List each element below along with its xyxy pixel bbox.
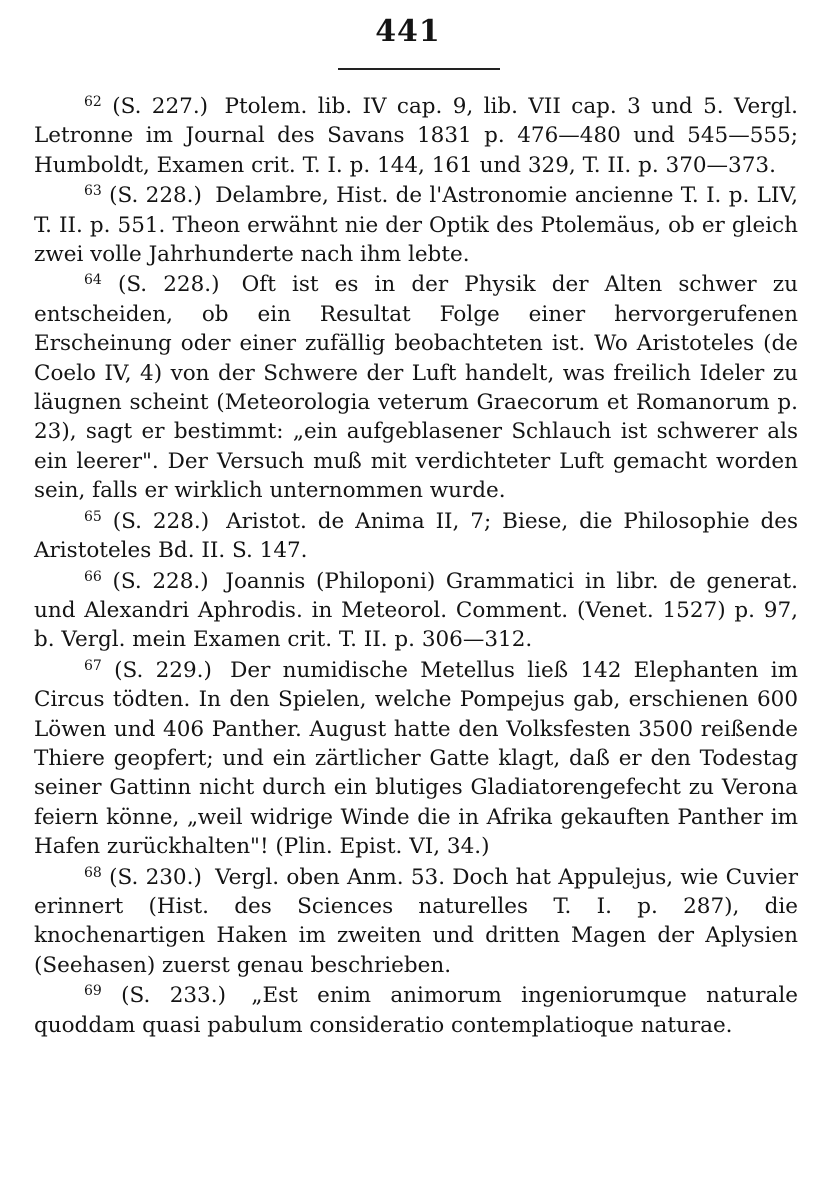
header-rule <box>338 68 500 70</box>
footnote-text: Ptolem. lib. IV cap. 9, lib. VII cap. 3 und 5. Vergl. Letronne im Journal des Savans 1831 p. 476—480 und 545—555; Humboldt, Examen crit. T. I. p. 144, 161 und 329, T. II. p. 370—373. <box>34 94 799 178</box>
footnote <box>34 270 798 505</box>
footnote-text: Vergl. oben Anm. 53. Doch hat Appulejus, wie Cuvier erinnert (Hist. des Sciences naturelles T. I. p. 287), die knochenartigen Haken im zweiten und dritten Magen der Aplysien (Seehasen) zuerst genau beschrieben. <box>34 864 798 978</box>
footnote-number: 62 <box>84 94 102 110</box>
footnote <box>34 981 798 1040</box>
footnote-reference: (S. 233.) <box>121 983 226 1009</box>
footnote-text: „Est enim animorum ingeniorumque naturale quoddam quasi pabulum consideratio contemplatioque naturae. <box>34 983 798 1038</box>
footnote <box>34 656 798 862</box>
footnote <box>34 92 798 180</box>
footnote-number: 67 <box>84 657 102 674</box>
footnote-reference: (S. 228.) <box>112 568 209 594</box>
footnote-reference: (S. 228.) <box>109 183 202 209</box>
footnote-number: 68 <box>84 864 102 881</box>
footnote <box>34 507 798 566</box>
footnote <box>34 863 798 981</box>
footnote-text: Joannis (Philoponi) Grammatici in libr. de generat. und Alexandri Aphrodis. in Meteorol. Comment. (Venet. 1527) p. 97, b. Vergl. mein Examen crit. T. II. p. 306—312. <box>34 568 798 653</box>
footnote <box>34 181 798 269</box>
footnote-text: Delambre, Hist. de l'Astronomie ancienne T. I. p. LIV, T. II. p. 551. Theon erwähnt nie der Optik des Ptolemäus, ob er gleich zwei volle Jahrhunderte nach ihm lebte. <box>34 183 798 268</box>
footnotes <box>34 92 798 1041</box>
footnote <box>34 567 798 655</box>
footnote-reference: (S. 228.) <box>117 272 220 298</box>
footnote-number: 66 <box>84 568 102 585</box>
footnote-number: 64 <box>84 272 102 289</box>
footnote-text: Der numidische Metellus ließ 142 Elephanten im Circus tödten. In den Spielen, welche Pompejus gab, erschienen 600 Löwen und 406 Panther. August hatte den Volksfesten 3500 reißende Thiere geopfert; und ein zärtlicher Gatte klagt, daß er den Todestag seiner Gattinn nicht durch ein blutiges Gladiatorengefecht zu Verona feiern könne, „weil widrige Winde die in Afrika gekauften Panther im Hafen zurückhalten"! (Plin. Epist. VI, 34.) <box>34 657 799 860</box>
page-number: 441 <box>375 14 441 49</box>
footnote-number: 69 <box>84 983 102 1000</box>
footnote-text: Aristot. de Anima II, 7; Biese, die Philosophie des Aristoteles Bd. II. S. 147. <box>34 508 799 564</box>
footnote-text: Oft ist es in der Physik der Alten schwer zu entscheiden, ob ein Resultat Folge einer hervorgerufenen Erscheinung oder einer zufällig beobachteten ist. Wo Aristoteles (de Coelo IV, 4) von der Schwere der Luft handelt, was freilich Ideler zu läugnen scheint (Meteorologia veterum Graecorum et Romanorum p. 23), sagt er bestimmt: „ein aufgeblasener Schlauch ist schwerer als ein leerer". Der Versuch muß mit verdichteter Luft gemacht worden sein, falls er wirklich unternommen wurde. <box>34 272 798 504</box>
footnote-number: 63 <box>84 183 102 200</box>
footnote-reference: (S. 230.) <box>109 864 202 890</box>
footnote-reference: (S. 227.) <box>112 94 209 119</box>
footnote-number: 65 <box>84 508 102 525</box>
footnote-reference: (S. 228.) <box>112 508 210 534</box>
footnote-reference: (S. 229.) <box>114 657 212 683</box>
